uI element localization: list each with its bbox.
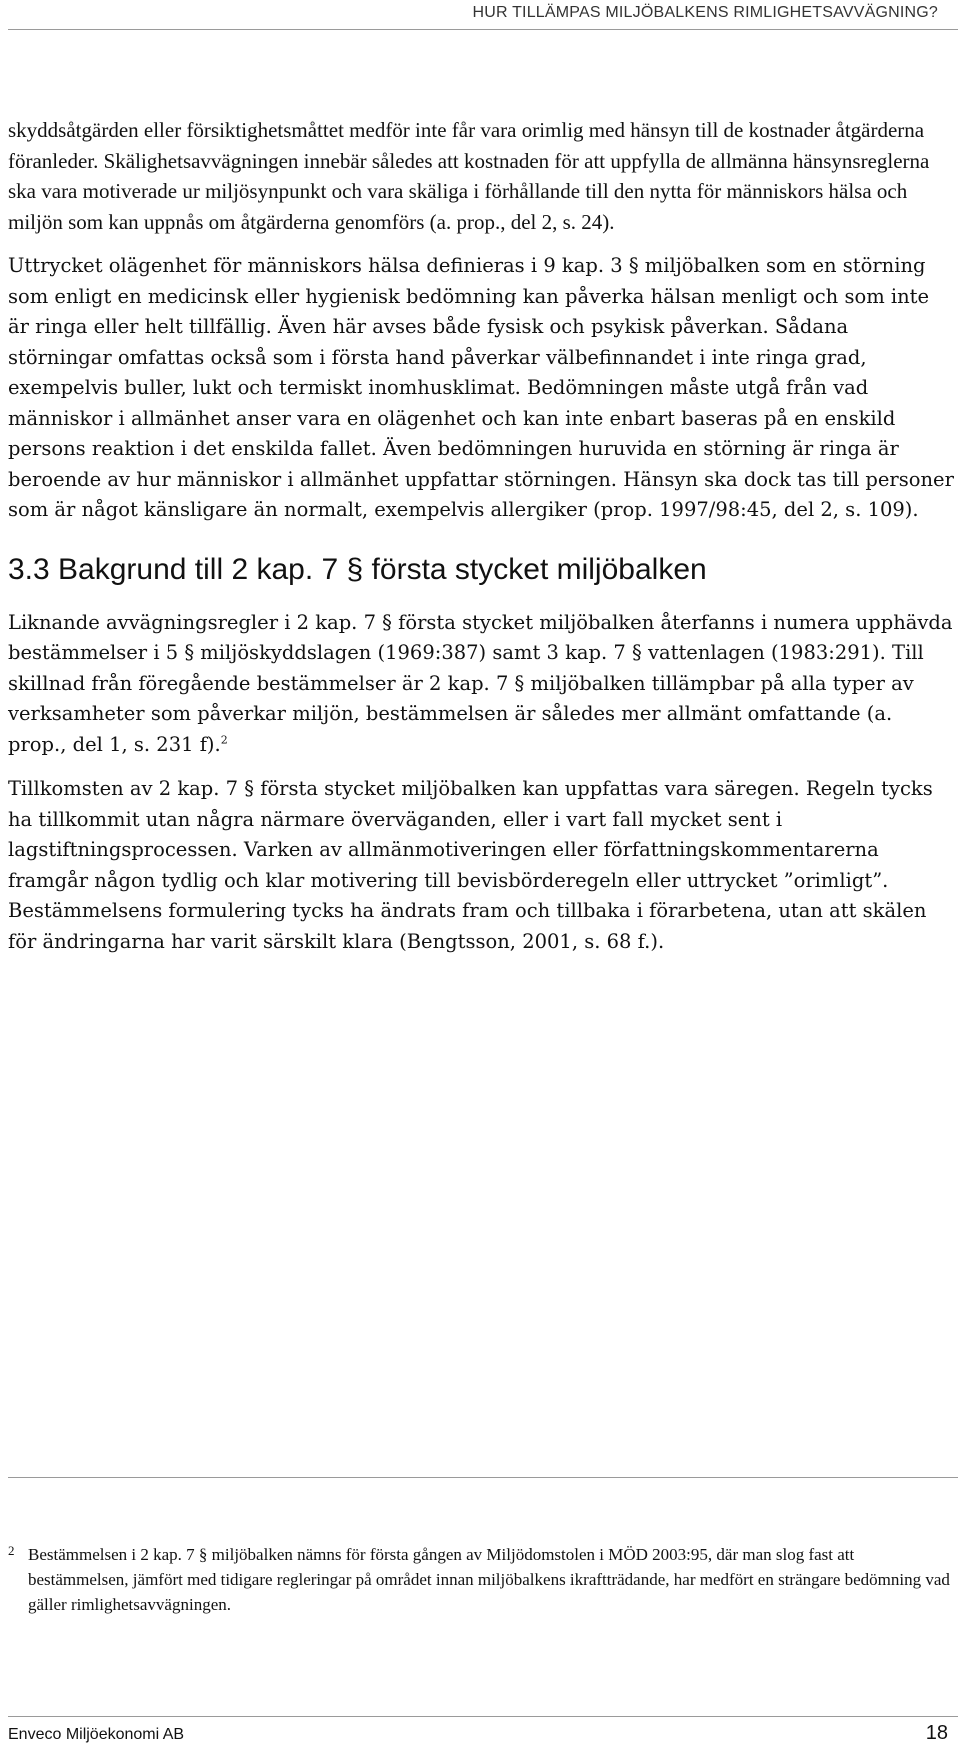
page-number: 18 [925,1722,948,1744]
header-divider [8,29,958,30]
footnote-text: Bestämmelsen i 2 kap. 7 § miljöbalken nämns för första gången av Miljödomstolen i MÖD 2003:95, där man slog fast att bestämmelsen, jämfört med tidigare regleringar på området innan miljöbalkens ikraftträdande, har medfört en strängare bedömning vad gäller rimlighetsavvägningen. [28,1545,950,1614]
footnote-reference[interactable]: 2 [220,733,228,746]
section-heading: 3.3 Bakgrund till 2 kap. 7 § första stycket miljöbalken [8,552,707,586]
paragraph: Uttrycket olägenhet för människors hälsa definieras i 9 kap. 3 § miljöbalken som en störning som enligt en medicinsk eller hygienisk bedömning kan påverka hälsan menligt och som inte är ringa eller helt tillfällig. Även här avses både fysisk och psykisk påverkan. Sådana störningar omfattas också som i första hand påverkar välbefinnandet i inte ringa grad, exempelvis buller, lukt och termiskt inomhusklimat. Bedömningen måste utgå från vad människor i allmänhet anser vara en olägenhet och kan inte enbart baseras på en enskild persons reaktion i det enskilda fallet. Även bedömningen huruvida en störning är ringa är beroende av hur människor i allmänhet uppfattar störningen. Hänsyn ska dock tas till personer som är något känsligare än normalt, exempelvis allergiker (prop. 1997/98:45, del 2, s. 109). [8,254,954,521]
footer-divider [8,1716,958,1717]
running-header: HUR TILLÄMPAS MILJÖBALKENS RIMLIGHETSAVVÄGNING? [472,4,938,21]
footer-company: Enveco Miljöekonomi AB [8,1726,185,1743]
paragraph-text: Liknande avvägningsregler i 2 kap. 7 § första stycket miljöbalken återfanns i numera upphävda bestämmelser i 5 § miljöskyddslagen (1969:387) samt 3 kap. 7 § vattenlagen (1983:291). Till skillnad från föregående bestämmelser är 2 kap. 7 § miljöbalken tillämpbar på alla typer av verksamheter som påverkar miljön, bestämmelsen är således mer allmänt omfattande (a. prop., del 1, s. 231 f). [8,610,953,756]
footnote-number: 2 [8,1543,15,1558]
footnote-divider [8,1477,958,1478]
paragraph [8,608,954,761]
paragraph: skyddsåtgärden eller försiktighetsmåttet medför inte får vara orimlig med hänsyn till de kostnader åtgärderna föranleder. Skälighetsavvägningen innebär således att kostnaden för att uppfylla de allmänna hänsynsreglerna ska vara motiverade ur miljösynpunkt och vara skäliga i förhållande till den nytta för människors hälsa och miljön som kan uppnås om åtgärderna genomförs (a. prop., del 2, s. 24). [8,118,930,234]
paragraph: Tillkomsten av 2 kap. 7 § första stycket miljöbalken kan uppfattas vara säregen. Regeln tycks ha tillkommit utan några närmare överväganden, eller i vart fall mycket sent i lagstiftningsprocessen. Varken av allmänmotiveringen eller författningskommentarerna framgår någon tydlig och klar motivering till bevisbörderegeln eller uttrycket ”orimligt”. Bestämmelsens formulering tycks ha ändrats fram och tillbaka i förarbetena, utan att skälen för ändringarna har varit särskilt klara (Bengtsson, 2001, s. 68 f.). [8,777,933,953]
main-content [8,115,954,971]
footnote [8,1542,954,1617]
